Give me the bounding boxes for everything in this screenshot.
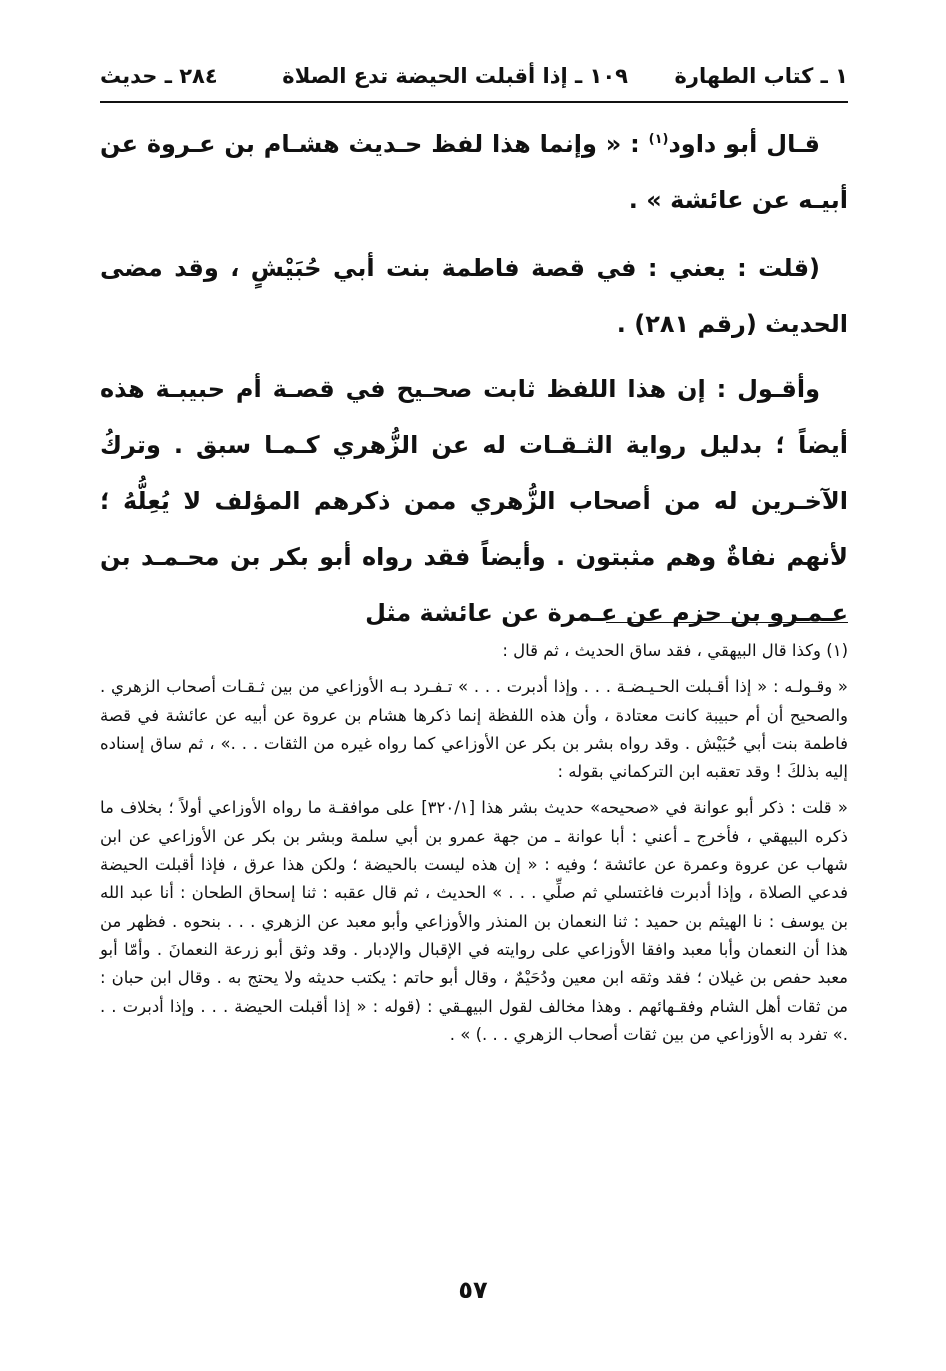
footnote-line: (١) وكذا قال البيهقي ، فقد ساق الحديث ، ثم قال : [502, 641, 848, 660]
footnote-paragraph: « قلت : ذكر أبو عوانة في «صحيحه» حديث بشر هذا [٣٢٠/١] على موافقـة ما رواه الأوزاعي أولاً ؛ بخلاف ما ذكره البيهقي ، فأخرج ـ أعني : أبا عوانة ـ من جهة عمرو بن أبي سلمة وبشر بن بكر عن الأوزاعي عن ابن شهاب عن عروة وعمرة عن عائشة ؛ وفيه : « إن هذه ليست بالحيضة ؛ ولكن هذا عرق ، فإذا أقبلت الحيضة فدعي الصلاة ، وإذا أدبرت فاغتسلي ثم صلِّي . . . » الحديث ، ثم قال عقبه : ثنا إسحاق الطحان : أنا عبد الله بن يوسف : نا الهيثم بن حميد : ثنا النعمان بن المنذر والأوزاعي وأبو معبد عن الزهري . . . بنحوه . فظهر من هذا أن النعمان وأبا معبد وافقا الأوزاعي على روايته في الإقبال والإدبار . وقد وثق أبو زرعة النعمانَ . وأمّا أبو معبد حفص بن غيلان ؛ فقد وثقه ابن معين ودُحَيْمٌ ، وقال أبو حاتم : يكتب حديثه ولا يحتج به . وقال ابن حبان : من ثقات أهل الشام وفقـهائهم . وهذا مخالف لقول البيهـقي : (قوله : « إذا أقبلت الحيضة . . . وإذا أدبرت . . .» تفرد به الأوزاعي من بين ثقات أصحاب الزهري . . .) » . [100, 798, 848, 1044]
paragraph-text: وأقـول : إن هذا اللفظ ثابت صحـيح في قصـة أم حبيبـة هذه أيضاً ؛ بدليل رواية الثـقـات له عن الزُّهري كـمـا سبق . وتركُ الآخـرين له من أصحاب الزُّهري ممن ذكرهم المؤلف لا يُعِلُّهُ ؛ لأنهم نفاةٌ وهم مثبتون . وأيضاً فقد رواه أبو بكر بن محـمـد بن عـمـرو بن حزم عن عـمرة عن عائشة مثل [100, 375, 848, 627]
header-divider [100, 101, 848, 103]
paragraph-text: : « وإنما هذا لفظ حـديث هشـام بن عـروة عن أبيـه عن عائشة » . [100, 130, 848, 214]
header-hadith-number: ٢٨٤ ـ حديث [100, 64, 218, 88]
footnotes-section [100, 637, 848, 1057]
footnote-divider [606, 622, 848, 623]
header-book-title: ١ ـ كتاب الطهارة [674, 64, 848, 88]
footnote-reference: (١) [648, 132, 669, 147]
footnote-paragraph: « وقـولـه : « إذا أقـبلت الحـيـضـة . . . وإذا أدبرت . . . » تـفـرد بـه الأوزاعي من بين ثـقـات أصحاب الزهري . والصحيح أن أم حبيبة كانت معتادة ، وأن هذه اللفظة إنما ذكرها هشام بن عروة عن أبيه عن عائشة في قصة فاطمة بنت أبي حُبَيْش . وقد رواه بشر بن بكر عن الأوزاعي كما رواه غيره من الثقات . . .» ، ثم ساق إسناده إليه بذلكَ ! وقد تعقبه ابن التركماني بقوله : [100, 677, 848, 782]
paragraph-text: قـال أبو داود [668, 130, 821, 158]
paragraph-commentary [100, 361, 848, 641]
running-header [100, 62, 848, 96]
paragraph-text: (قلت : يعني : في قصة فاطمة بنت أبي حُبَيْشٍ ، وقد مضى الحديث (رقم ٢٨١) . [100, 254, 848, 338]
paragraph-note [100, 240, 848, 352]
header-chapter-title: ١٠٩ ـ إذا أقبلت الحيضة تدع الصلاة [282, 64, 628, 88]
paragraph-abu-dawud [100, 116, 848, 228]
page-number: ٥٧ [458, 1276, 488, 1304]
